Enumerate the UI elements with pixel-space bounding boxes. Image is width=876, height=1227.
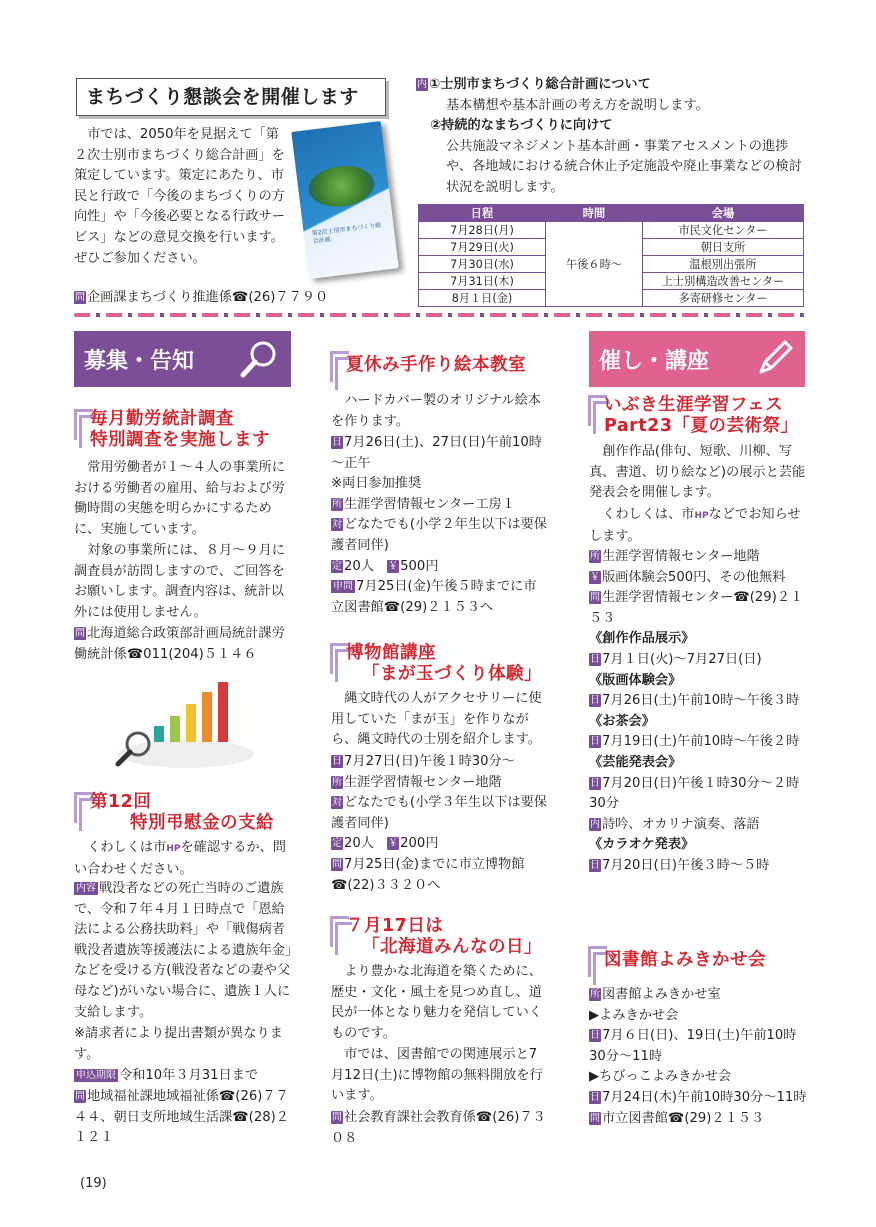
row-venue: 温根別出張所 [643,256,804,273]
fest-item-date: 7月１日(火)～7月27日(日) [602,651,762,667]
survey-contact-text: 北海道総合政策部計画局統計課労働統計係☎011(204)５１４６ [74,626,285,662]
date-badge: 日 [590,859,600,871]
fee-badge: ￥ [590,571,600,583]
row-date: 7月29日(火) [419,239,546,256]
fest-item-date: 7月20日(日)午後１時30分～２時30分 [589,775,800,812]
picturebook-p1: ハードカバー製のオリジナル絵本を作ります。 [331,393,541,429]
condolence-title-1: 第12回 [90,792,152,812]
fest-title-2: Part23「夏の芸術祭」 [604,416,799,436]
museum-place: 生涯学習情報センター地階 [344,774,502,790]
capacity-badge: 定 [332,560,342,572]
hokkaido-title-2: 「北海道みんなの日」 [362,937,542,957]
hokkaido-p2: 市では、図書館での関連展示と7月12日(土)に博物館の無料開放を行います。 [331,1047,543,1104]
item2-title: ②持続的なまちづくりに向けて [430,118,613,134]
fest-item-date: 7月20日(日)午後３時～５時 [602,857,770,873]
fest-place: 生涯学習情報センター地階 [602,549,760,564]
date-badge: 日 [590,653,600,665]
picturebook-title-block [330,348,560,388]
museum-date: 7月27日(日)午後１時30分～ [344,754,515,769]
content-badge: 内容 [76,883,96,894]
condolence-note: ※請求者により提出書類が異なります。 [74,1026,283,1062]
row-date: 7月28日(月) [419,222,546,239]
library-session-1: ▶よみきかせ会 [589,1007,679,1023]
row-date: 8月１日(金) [419,290,546,307]
picturebook-date: 7月26日(土)、27日(日)午前10時～正午 [331,435,542,471]
library-place: 図書館よみきかせ室 [602,987,721,1002]
survey-contact [74,624,292,665]
survey-title-2: 特別調査を実施します [90,430,270,450]
fee-badge: ￥ [388,838,399,850]
meeting-title-box [76,78,386,116]
date-badge: 日 [590,1091,600,1103]
content-badge: 内 [590,818,600,830]
section-divider [74,313,806,317]
museum-details [331,752,549,896]
apply-badge: 申問 [333,581,353,593]
target-badge: 対 [332,797,342,809]
target-badge: 対 [332,519,342,531]
fest-item-label: 《版画体験会》 [589,672,682,688]
condolence-title-block [74,789,294,837]
condolence-content-text: 戦没者などの死亡当時のご遺族で、令和７年４月１日時点で「恩給法による公務扶助料」や「戦傷病者戦没者遺族等援護法による遺族年金」などを受ける方(戦没者などの妻や父母など)がいない場合に、遺族１人に支給します。 [74,881,292,1020]
fest-contact: 生涯学習情報センター☎(29)２１５３ [589,590,804,626]
museum-title-block [330,640,560,688]
picturebook-target: どなたでも(小学２年生以下は要保護者同伴) [331,517,547,553]
header-date: 日程 [419,205,546,222]
item1-text: 基本構想や基本計画の考え方を説明します。 [446,97,709,113]
picturebook-fee: 500円 [400,558,439,574]
contact-badge: 問 [590,1112,600,1124]
picturebook-title: 夏休み手作り絵本教室 [346,355,526,375]
plan-booklet-image [291,121,398,279]
date-badge: 日 [332,756,342,767]
schedule-table [418,204,804,307]
museum-contact: 7月25日(金)までに市立博物館☎(22)３３２０へ [331,856,525,893]
condolence-contact-text: 地域福祉課地域福祉係☎(26)７７４４、朝日支所地域生活課☎(28)２１２１ [74,1089,289,1146]
contact-badge: 問 [75,628,85,639]
museum-target: どなたでも(小学３年生以下は要保護者同伴) [331,795,547,831]
condolence-title-2: 特別弔慰金の支給 [130,813,274,833]
recruit-section-header [74,331,291,387]
fest-item-date: 7月19日(土)午前10時～午後２時 [602,734,800,750]
meeting-intro: 市では、2050年を見据えて「第２次士別市まちづくり総合計画」を策定しています。策定にあたり、市民と行政で「今後のまちづくりの方向性」や「今後必要となる行政サービス」などの意見交換を行います。ぜひご参加ください。 [74,127,285,266]
condolence-p1a: くわしくは市 [87,840,167,855]
condolence-contact [74,1087,292,1149]
fee-badge: ￥ [388,560,399,572]
meeting-title: まちづくり懇談会を開催します [86,86,359,108]
meeting-contact [74,288,404,309]
row-date: 7月30日(水) [419,256,546,273]
fest-item-date: 7月26日(土)午前10時～午後３時 [602,693,800,709]
place-badge: 所 [590,551,600,562]
events-section-header [589,331,805,387]
contact-badge: 問 [332,858,342,870]
date-badge: 日 [332,437,342,448]
fest-details [589,547,807,877]
date-badge: 日 [590,736,600,748]
library-title-block [588,943,818,983]
library-session-1-date: 7月６日(日)、19日(土)午前10時30分～11時 [589,1028,797,1064]
museum-fee: 200円 [400,836,439,852]
fest-show: 詩吟、オカリナ演奏、落語 [602,816,760,832]
library-session-2-date: 7月24日(木)午前10時30分～11時 [602,1089,807,1105]
survey-p1: 常用労働者が１～４人の事業所における労働者の雇用、給与および労働時間の実態を明らかにするために、実施しています。 [74,460,285,537]
survey-title-1: 毎月勤労統計調査 [90,409,234,429]
booklet-cover-text: 第2次士別市まちづくり総合計画 [311,221,382,246]
recruit-section-title: 募集・告知 [84,348,195,374]
row-venue: 市民文化センター [643,222,804,239]
condolence-deadline [74,1066,292,1087]
item2-text: 公共施設マネジメント基本計画・事業アセスメントの進捗や、各地域における統合休止予定施設や廃止事業などの検討状況を説明します。 [446,138,802,195]
events-section-title: 催し・講座 [599,348,710,374]
header-time: 時間 [546,205,643,222]
row-venue: 朝日支所 [643,239,804,256]
statistics-illustration [108,674,258,774]
picturebook-note: ※両日参加推奨 [331,476,422,492]
museum-title-2: 「まが玉づくり体験」 [362,664,542,684]
fest-p2b: などでお知らせします。 [589,507,801,544]
capacity-badge: 定 [332,838,342,850]
fest-item-label: 《芸能発表会》 [589,754,682,770]
picturebook-apply: 7月25日(金)午後５時までに市立図書館☎(29)２１５３へ [331,579,537,615]
museum-capacity: 20人 [344,836,374,852]
hokkaido-title-block [330,913,560,961]
fest-item-label: 《お茶会》 [589,713,655,729]
museum-p1: 縄文時代の人がアクセサリーに使用していた「まが玉」を作りながら、縄文時代の士別を紹介します。 [331,691,542,748]
fest-title-block [588,392,818,440]
fest-fee: 版画体験会500円、その他無料 [602,569,786,585]
fest-title-1: いぶき生涯学習フェス [604,395,784,415]
museum-title-1: 博物館講座 [346,643,436,663]
contact-badge: 問 [332,1112,342,1123]
content-badge: 内 [417,79,427,90]
table-row [419,222,804,239]
survey-title-block [74,406,294,454]
fest-p1: 創作作品(俳句、短歌、川柳、写真、書道、切り絵など)の展示と芸能発表会を開催します。 [589,444,806,501]
deadline-badge: 申込期限 [76,1070,116,1081]
date-badge: 日 [590,1030,600,1042]
meeting-contact-text: 企画課まちづくり推進係☎(26)７７９０ [87,290,329,305]
picturebook-details [331,433,549,618]
place-badge: 所 [590,989,600,1000]
picturebook-capacity: 20人 [344,558,374,574]
contact-badge: 問 [590,592,600,604]
condolence-p1b: を確認するか、問い合わせください。 [74,840,286,877]
fest-p2 [589,505,807,547]
place-badge: 所 [332,776,342,788]
row-date: 7月31日(木) [419,273,546,290]
hokkaido-contact [331,1108,549,1149]
condolence-content [74,879,292,1023]
pencil-icon [751,336,797,382]
contact-badge: 問 [75,1091,85,1102]
fest-item-label: 《創作作品展示》 [589,631,695,647]
hokkaido-title-1: ７月17日は [346,916,444,936]
hokkaido-contact-text: 社会教育課社会教育係☎(26)７３０８ [331,1110,546,1146]
condolence-deadline-text: 令和10年３月31日まで [119,1068,259,1083]
meeting-items [416,75,808,199]
library-title: 図書館よみきかせ会 [604,950,766,970]
condolence-p1 [74,838,292,880]
hokkaido-p1: より豊かな北海道を築くために、歴史・文化・風土を見つめ直し、道民が一体となり魅力を発信していくものです。 [331,964,542,1041]
library-contact: 市立図書館☎(29)２１５３ [602,1110,765,1126]
date-badge: 日 [590,695,600,707]
fest-p2a: くわしくは、市 [602,507,695,522]
survey-p2: 対象の事業所には、８月～９月に調査員が訪問しますので、ご回答をお願いします。調査内容は、統計以外には使用しません。 [74,543,285,620]
row-venue: 上士別構造改善センター [643,273,804,290]
homepage-mark: HP [694,511,709,521]
library-session-2: ▶ちびっこよみきかせ会 [589,1069,732,1085]
date-badge: 日 [590,777,600,789]
item1-title: ①士別市まちづくり総合計画について [429,77,651,92]
homepage-mark: HP [166,844,181,854]
contact-badge: 問 [75,292,85,303]
magnifier-icon [237,337,281,381]
picturebook-place: 生涯学習情報センター工房１ [344,496,515,512]
page-number: (19) [80,1176,107,1191]
header-venue: 会場 [643,205,804,222]
place-badge: 所 [332,498,342,510]
row-venue: 多寄研修センター [643,290,804,307]
fest-item-label: 《カラオケ発表》 [589,837,695,853]
row-time: 午後６時～ [546,222,643,307]
library-details [589,985,807,1129]
